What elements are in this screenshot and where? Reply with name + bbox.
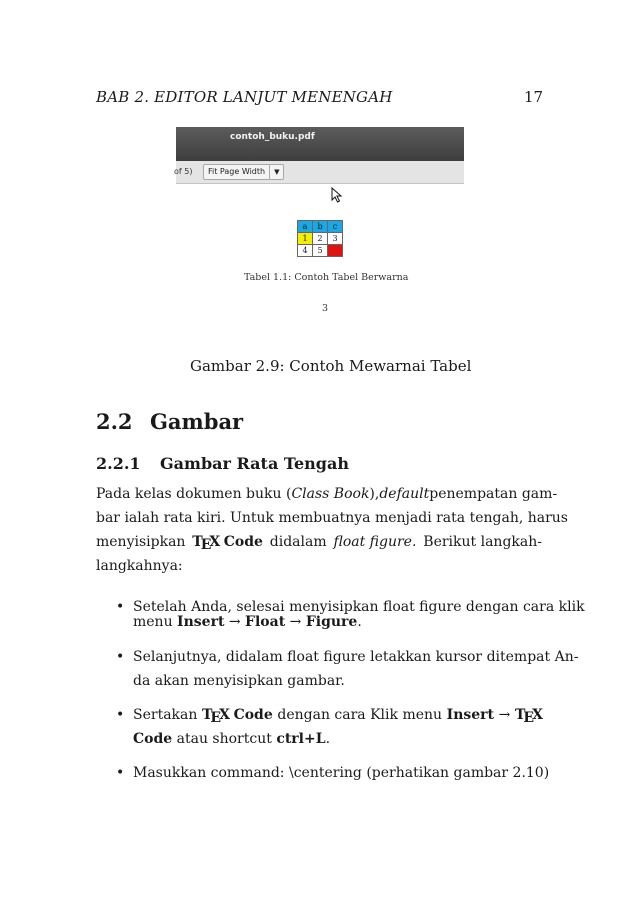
tex-code-label: TEX Code xyxy=(192,534,263,553)
text-span: default xyxy=(379,486,430,502)
table-cell: 5 xyxy=(313,245,328,257)
section-number: 2.2 xyxy=(96,409,133,434)
table-cell: 4 xyxy=(298,245,313,257)
subsection-title: Gambar Rata Tengah xyxy=(160,454,349,473)
table-cell: 3 xyxy=(328,233,343,245)
chevron-down-icon: ▼ xyxy=(269,165,279,179)
table-row xyxy=(298,245,343,257)
bullet-marker: • xyxy=(116,599,125,615)
text-span: penempatan gam- xyxy=(429,486,558,502)
bullet-marker: • xyxy=(116,707,125,723)
pdf-viewer-titlebar xyxy=(176,127,464,161)
table-row xyxy=(298,221,343,233)
paragraph-line xyxy=(96,486,558,502)
list-item: Setelah Anda, selesai menyisipkan float figure dengan cara klik xyxy=(133,599,585,615)
text-span: Berikut langkah- xyxy=(423,534,542,550)
text-span: didalam xyxy=(269,534,327,550)
bullet-marker: • xyxy=(116,649,125,665)
embedded-page-number: 3 xyxy=(322,303,329,314)
paragraph-line: bar ialah rata kiri. Untuk membuatnya menjadi rata tengah, harus xyxy=(96,510,568,526)
mouse-cursor-icon xyxy=(331,187,343,203)
pdf-viewer-toolbar xyxy=(176,161,464,184)
list-item: menu Insert → Float → Figure. xyxy=(133,614,362,630)
table-cell: 1 xyxy=(298,233,313,245)
list-item: Code atau shortcut ctrl+L. xyxy=(133,731,331,747)
page-indicator: of 5) xyxy=(174,167,193,176)
section-title: Gambar xyxy=(150,409,244,434)
table-header-cell: c xyxy=(328,221,343,233)
list-item: Masukkan command: \centering (perhatikan gambar 2.10) xyxy=(133,765,550,781)
bullet-marker: • xyxy=(116,765,125,781)
table-cell: 6 xyxy=(328,245,343,257)
page-number: 17 xyxy=(524,88,544,106)
table-header-cell: b xyxy=(313,221,328,233)
list-item: da akan menyisipkan gambar. xyxy=(133,673,345,689)
window-title: contoh_buku.pdf xyxy=(230,132,315,142)
list-item: Selanjutnya, didalam float figure letakkan kursor ditempat An- xyxy=(133,649,579,665)
list-item: Sertakan TEX Code dengan cara Klik menu Insert → TEX xyxy=(133,707,542,726)
zoom-dropdown xyxy=(203,164,284,180)
zoom-label: Fit Page Width xyxy=(208,167,266,176)
table-row xyxy=(298,233,343,245)
paragraph-line: langkahnya: xyxy=(96,558,183,574)
figure-caption: Gambar 2.9: Contoh Mewarnai Tabel xyxy=(190,357,472,375)
colored-table xyxy=(297,220,343,257)
table-cell: 2 xyxy=(313,233,328,245)
table-caption: Tabel 1.1: Contoh Tabel Berwarna xyxy=(244,272,409,283)
text-span: Pada kelas dokumen buku (Class Book), xyxy=(96,486,380,502)
text-span: menyisipkan xyxy=(96,534,186,550)
paragraph-line xyxy=(96,534,542,553)
running-header: BAB 2. EDITOR LANJUT MENENGAH xyxy=(96,88,393,106)
text-span: float figure. xyxy=(333,534,417,550)
subsection-number: 2.2.1 xyxy=(96,454,141,473)
embedded-screenshot xyxy=(176,127,464,327)
table-header-cell: a xyxy=(298,221,313,233)
